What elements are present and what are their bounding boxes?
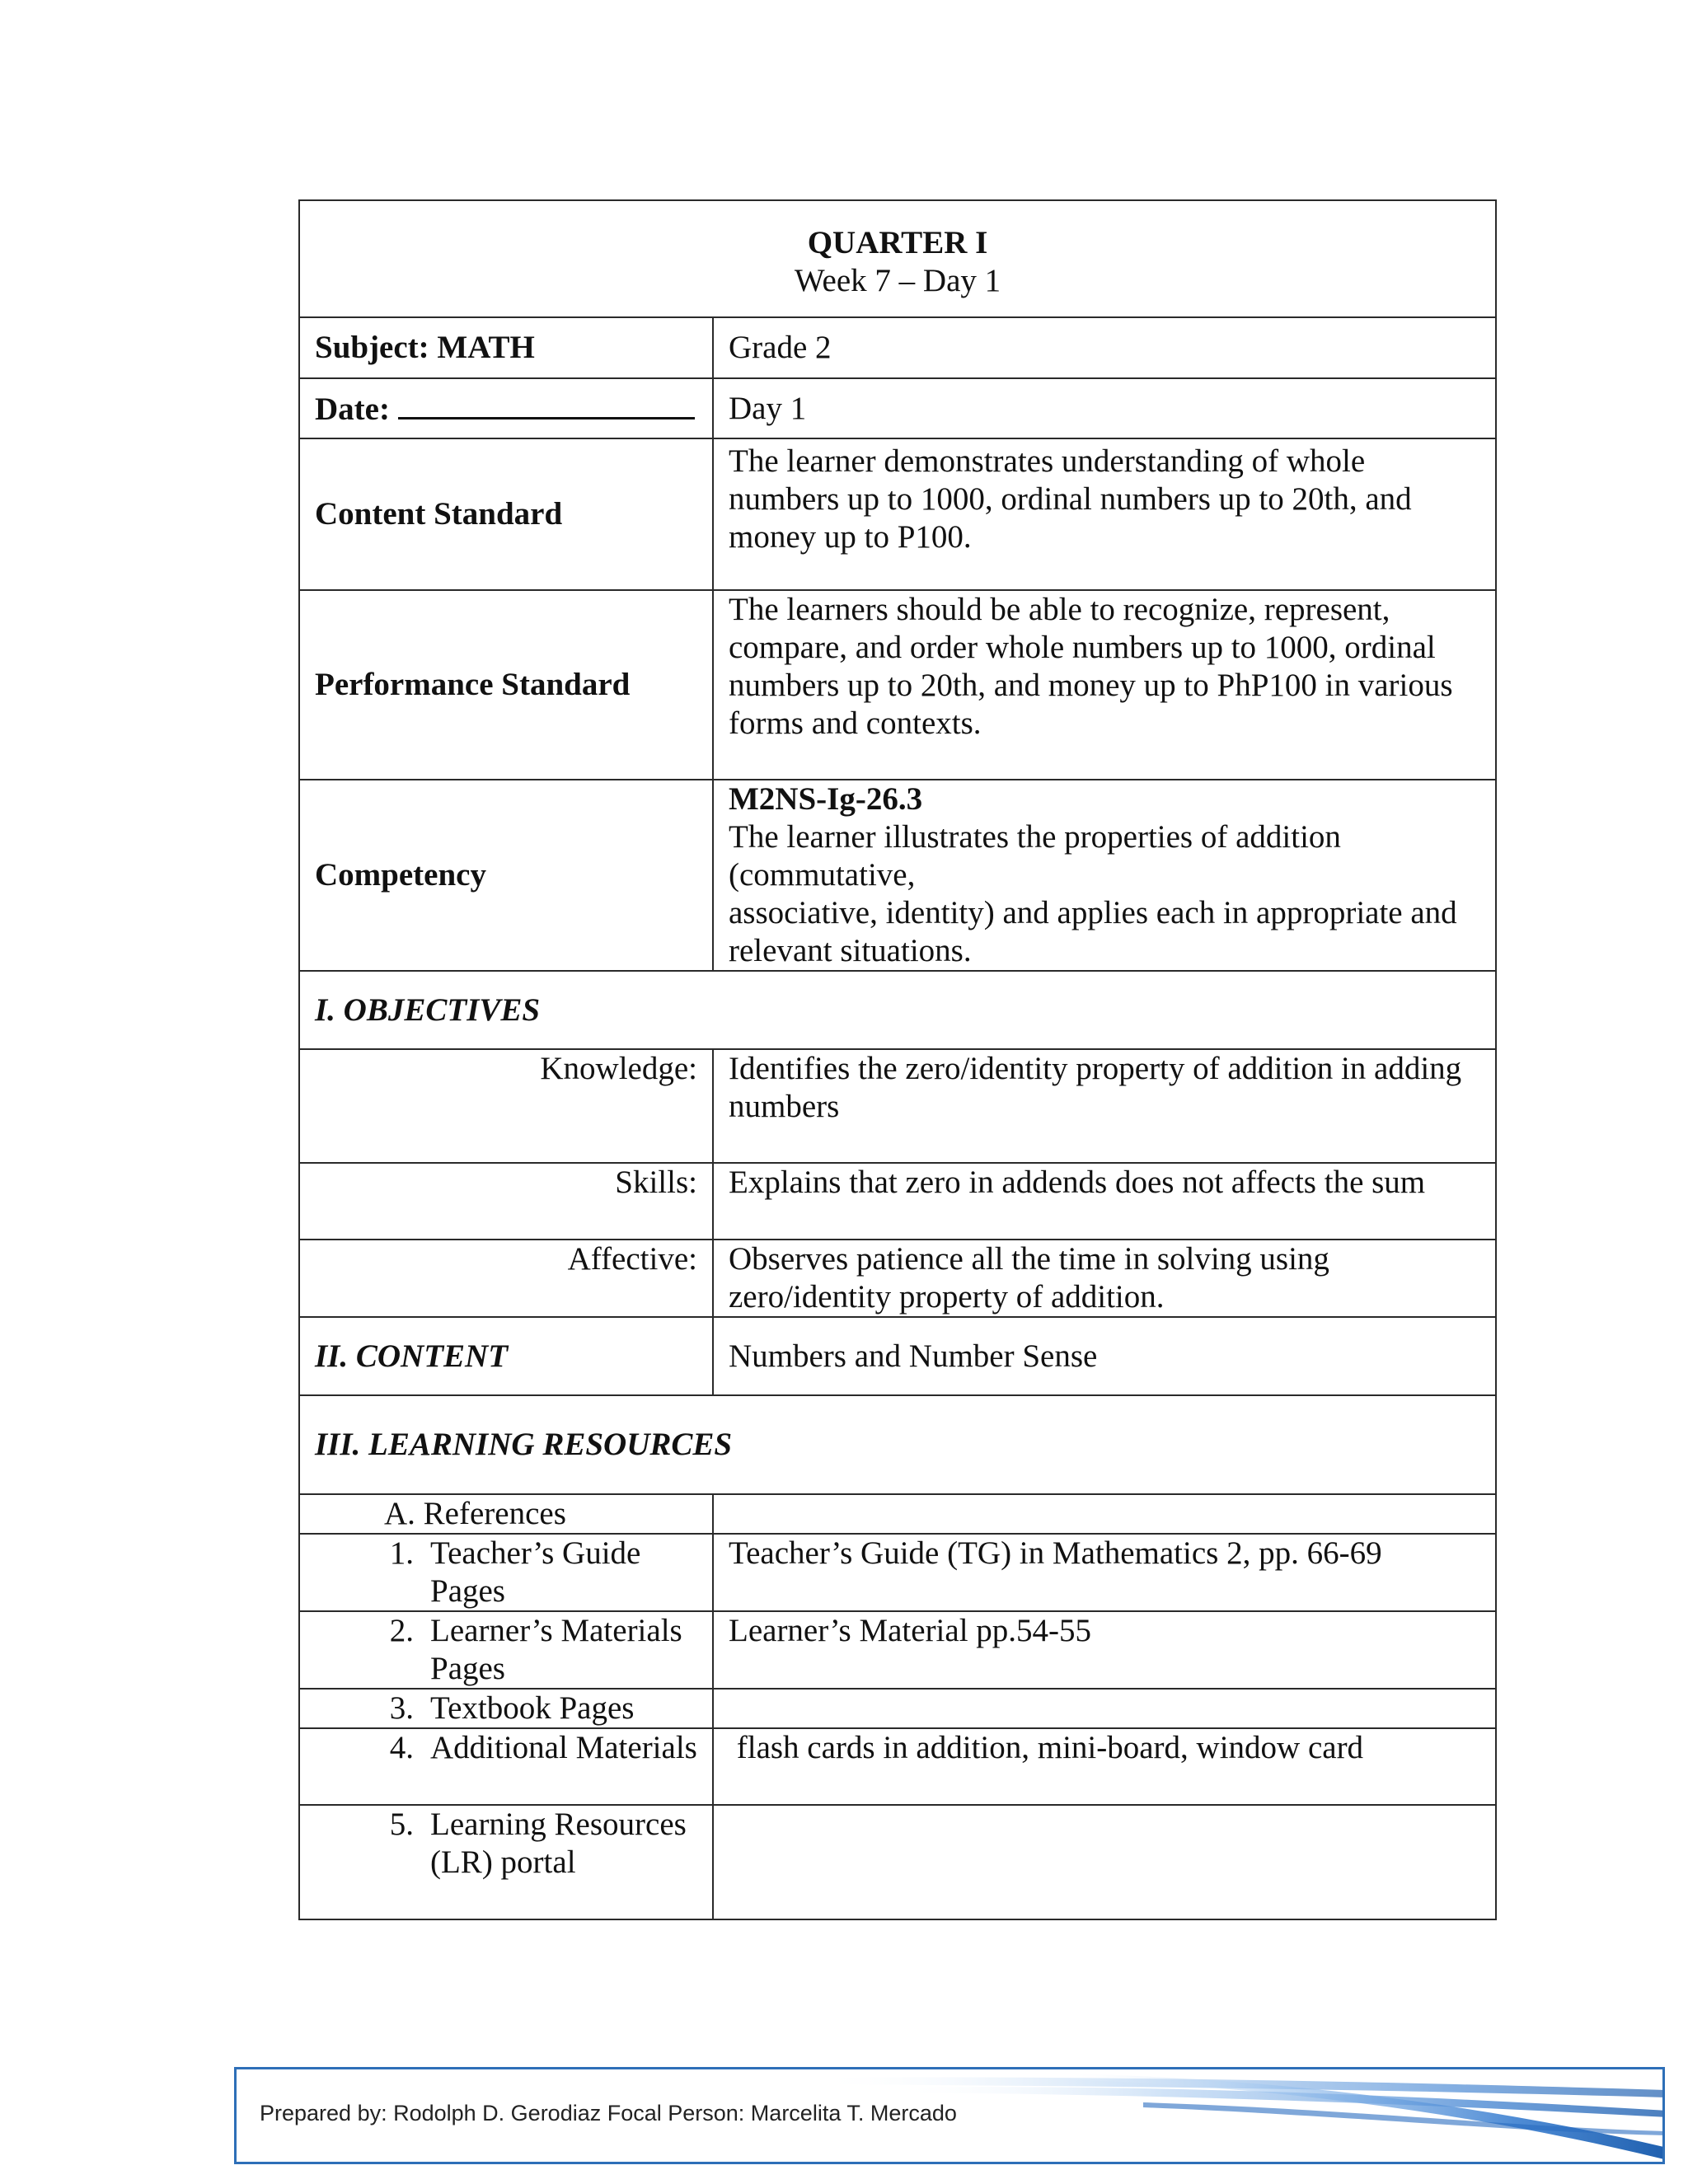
references-label-cell — [299, 1494, 713, 1534]
resource-number: 5. — [389, 1807, 414, 1842]
resource-value: flash cards in addition, mini-board, window card — [713, 1728, 1496, 1805]
resource-row — [299, 1611, 1496, 1689]
footer-box — [234, 2067, 1665, 2164]
competency-row — [299, 780, 1496, 971]
skills-label: Skills: — [299, 1163, 713, 1240]
resource-row — [299, 1534, 1496, 1611]
resource-label: Teacher’s Guide Pages — [430, 1535, 641, 1609]
date-value: Day 1 — [713, 378, 1496, 438]
resource-label-cell — [299, 1611, 713, 1689]
header-cell — [299, 200, 1496, 317]
content-standard-row — [299, 438, 1496, 590]
quarter-title: QUARTER I — [807, 225, 988, 260]
resource-label-cell — [299, 1689, 713, 1728]
affective-row — [299, 1240, 1496, 1317]
performance-standard-label: Performance Standard — [299, 590, 713, 780]
competency-line-1: The learner illustrates the properties of addition (commutative, — [729, 819, 1341, 893]
knowledge-value: Identifies the zero/identity property of addition in adding numbers — [713, 1049, 1496, 1163]
resource-value: Teacher’s Guide (TG) in Mathematics 2, pp. 66-69 — [713, 1534, 1496, 1611]
content-row — [299, 1317, 1496, 1395]
date-row — [299, 378, 1496, 438]
content-standard-value: The learner demonstrates understanding of whole numbers up to 1000, ordinal numbers up to 20th, and money up to P100. — [713, 438, 1496, 590]
objectives-heading-row — [299, 971, 1496, 1049]
performance-standard-row — [299, 590, 1496, 780]
resource-row — [299, 1689, 1496, 1728]
header-row — [299, 200, 1496, 317]
resource-value: Learner’s Material pp.54-55 — [713, 1611, 1496, 1689]
resource-label-cell — [299, 1534, 713, 1611]
date-label-cell — [299, 378, 713, 438]
resource-number: 1. — [389, 1535, 414, 1571]
date-blank-line[interactable] — [398, 389, 695, 419]
week-day: Week 7 – Day 1 — [794, 263, 1001, 298]
references-label: A. References — [384, 1496, 566, 1531]
content-value: Numbers and Number Sense — [713, 1317, 1496, 1395]
resource-label: Textbook Pages — [430, 1690, 635, 1726]
grade-value: Grade 2 — [713, 317, 1496, 378]
objectives-heading: I. OBJECTIVES — [299, 971, 1496, 1049]
competency-line-2: associative, identity) and applies each in appropriate and relevant situations. — [729, 895, 1457, 968]
references-row — [299, 1494, 1496, 1534]
resource-number: 4. — [389, 1730, 414, 1765]
resource-value — [713, 1805, 1496, 1919]
content-standard-label: Content Standard — [299, 438, 713, 590]
resource-number: 2. — [389, 1613, 414, 1648]
competency-label: Competency — [299, 780, 713, 971]
affective-label: Affective: — [299, 1240, 713, 1317]
resource-label: Additional Materials — [430, 1730, 697, 1765]
skills-value: Explains that zero in addends does not affects the sum — [713, 1163, 1496, 1240]
resource-row — [299, 1728, 1496, 1805]
knowledge-row — [299, 1049, 1496, 1163]
competency-cell — [713, 780, 1496, 971]
subject-row — [299, 317, 1496, 378]
resource-label: Learner’s Materials Pages — [430, 1613, 682, 1686]
resource-value — [713, 1689, 1496, 1728]
content-heading: II. CONTENT — [299, 1317, 713, 1395]
knowledge-label: Knowledge: — [299, 1049, 713, 1163]
skills-row — [299, 1163, 1496, 1240]
footer-credits: Prepared by: Rodolph D. Gerodiaz Focal Person: Marcelita T. Mercado — [260, 2101, 957, 2125]
resource-label: Learning Resources (LR) portal — [430, 1807, 687, 1880]
references-value — [713, 1494, 1496, 1534]
performance-standard-value: The learners should be able to recognize, represent, compare, and order whole numbers up to 1000, ordinal numbers up to 20th, and money up to PhP100 in various forms and contexts. — [713, 590, 1496, 780]
affective-value: Observes patience all the time in solving using zero/identity property of addition. — [713, 1240, 1496, 1317]
resource-number: 3. — [389, 1690, 414, 1726]
competency-code: M2NS-Ig-26.3 — [729, 781, 923, 817]
resource-label-cell — [299, 1728, 713, 1805]
subject-label: Subject: MATH — [299, 317, 713, 378]
resource-row — [299, 1805, 1496, 1919]
learning-resources-heading-row — [299, 1395, 1496, 1494]
date-label: Date: — [315, 391, 390, 427]
lesson-plan-table — [298, 199, 1497, 1920]
learning-resources-heading: III. LEARNING RESOURCES — [299, 1395, 1496, 1494]
resource-label-cell — [299, 1805, 713, 1919]
